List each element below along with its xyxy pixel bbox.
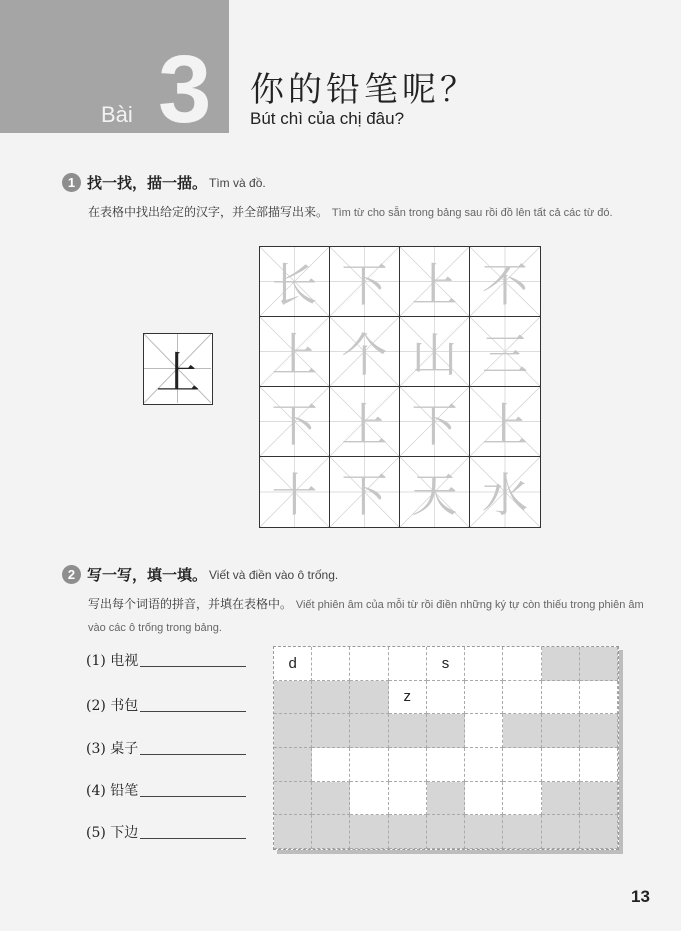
pinyin-cell[interactable] [465, 714, 503, 748]
exercise-2-desc-cn: 写出每个词语的拼音，并填在表格中。 [88, 597, 293, 611]
grid-cell[interactable] [330, 457, 400, 527]
pinyin-cell [350, 681, 388, 715]
pinyin-cell[interactable] [427, 681, 465, 715]
word-item [86, 695, 246, 715]
pinyin-cell[interactable] [389, 782, 427, 816]
given-character-box [143, 333, 213, 405]
grid-cell[interactable] [260, 317, 330, 387]
pinyin-cell [542, 647, 580, 681]
exercise-2-title-vn: Viết và điền vào ô trống. [209, 567, 339, 582]
grid-character: 上 [341, 397, 388, 452]
exercise-1-title: 找一找，描一描。 [87, 174, 208, 192]
word-text: (1) 电视 [86, 653, 139, 669]
lesson-title: 你的铅笔呢？ [250, 70, 478, 110]
exercise-2-number-icon: 2 [62, 565, 81, 584]
pinyin-cell [274, 748, 312, 782]
pinyin-cell [274, 782, 312, 816]
pinyin-cell[interactable]: z [389, 681, 427, 715]
pinyin-cell[interactable] [542, 681, 580, 715]
word-item [86, 780, 246, 800]
grid-character: 下 [411, 397, 458, 452]
grid-cell[interactable] [400, 247, 470, 317]
pinyin-cell[interactable] [465, 681, 503, 715]
pinyin-cell[interactable] [465, 748, 503, 782]
grid-cell[interactable] [330, 387, 400, 457]
grid-cell[interactable] [260, 457, 330, 527]
pinyin-cell [312, 782, 350, 816]
pinyin-cell[interactable] [389, 748, 427, 782]
pinyin-cell [312, 714, 350, 748]
pinyin-cell [503, 815, 541, 849]
pinyin-cell[interactable] [465, 782, 503, 816]
answer-line[interactable] [140, 666, 246, 667]
pinyin-cell [312, 815, 350, 849]
character-grid [259, 246, 541, 528]
pinyin-cell [542, 815, 580, 849]
pinyin-cell [580, 782, 618, 816]
grid-character: 上 [482, 397, 528, 452]
pinyin-cell [542, 782, 580, 816]
answer-line[interactable] [140, 711, 246, 712]
exercise-1-desc-cn: 在表格中找出给定的汉字，并全部描写出来。 [88, 205, 329, 219]
answer-line[interactable] [140, 754, 246, 755]
pinyin-cell [389, 815, 427, 849]
pinyin-cell[interactable] [350, 782, 388, 816]
exercise-2-heading [62, 564, 338, 585]
grid-cell[interactable] [400, 457, 470, 527]
pinyin-cell [312, 681, 350, 715]
grid-character: 下 [341, 257, 388, 312]
pinyin-cell [427, 714, 465, 748]
exercise-1-instructions [88, 201, 648, 224]
pinyin-cell[interactable] [503, 647, 541, 681]
pinyin-cell [427, 815, 465, 849]
pinyin-cell [427, 782, 465, 816]
exercise-1-title-vn: Tìm và đồ. [209, 175, 266, 190]
grid-cell[interactable] [470, 387, 540, 457]
grid-cell[interactable] [330, 317, 400, 387]
pinyin-cell [274, 681, 312, 715]
grid-character: 个 [341, 327, 388, 382]
grid-cell[interactable] [260, 387, 330, 457]
word-text: (2) 书包 [86, 698, 139, 714]
pinyin-cell [274, 815, 312, 849]
grid-character: 不 [482, 257, 528, 312]
exercise-1-desc-vn: Tìm từ cho sẵn trong bảng sau rồi đồ lên tất cả các từ đó. [331, 207, 613, 219]
grid-character: 上 [411, 257, 458, 312]
pinyin-cell [580, 647, 618, 681]
pinyin-cell[interactable] [503, 681, 541, 715]
word-text: (4) 铅笔 [86, 783, 139, 799]
lesson-subtitle: Bút chì của chị đâu? [250, 109, 405, 128]
given-character: 上 [156, 348, 200, 399]
answer-line[interactable] [140, 838, 246, 839]
exercise-2-instructions [88, 593, 648, 639]
pinyin-cell [503, 714, 541, 748]
grid-character: 山 [411, 327, 458, 382]
grid-cell[interactable] [400, 317, 470, 387]
grid-character: 下 [271, 397, 318, 452]
grid-cell[interactable] [470, 457, 540, 527]
pinyin-cell[interactable] [312, 748, 350, 782]
pinyin-cell [350, 815, 388, 849]
word-text: (3) 桌子 [86, 741, 139, 757]
lesson-label: Bài [101, 102, 133, 127]
exercise-2-title: 写一写，填一填。 [87, 566, 208, 584]
grid-character: 水 [482, 468, 528, 522]
pinyin-cell [542, 714, 580, 748]
grid-cell[interactable] [330, 247, 400, 317]
word-item [86, 822, 246, 842]
pinyin-cell[interactable]: d [274, 647, 312, 681]
answer-line[interactable] [140, 796, 246, 797]
pinyin-cell[interactable] [389, 647, 427, 681]
pinyin-cell [389, 714, 427, 748]
grid-cell[interactable] [470, 247, 540, 317]
pinyin-cell[interactable] [580, 748, 618, 782]
grid-character: 下 [341, 468, 388, 522]
exercise-1-number-icon: 1 [62, 173, 81, 192]
pinyin-cell[interactable] [503, 748, 541, 782]
pinyin-cell[interactable] [580, 681, 618, 715]
pinyin-cell [580, 815, 618, 849]
lesson-number: 3 [158, 36, 212, 143]
pinyin-cell[interactable] [503, 782, 541, 816]
grid-character: 上 [271, 327, 318, 382]
pinyin-cell [274, 714, 312, 748]
exercise-1-heading [62, 172, 266, 193]
pinyin-cell[interactable] [312, 647, 350, 681]
pinyin-cell[interactable] [465, 647, 503, 681]
pinyin-cell [350, 714, 388, 748]
pinyin-cell [465, 815, 503, 849]
grid-character: 天 [411, 468, 458, 522]
pinyin-cell[interactable] [427, 748, 465, 782]
pinyin-cell[interactable] [350, 748, 388, 782]
page-number: 13 [631, 887, 650, 906]
word-text: (5) 下边 [86, 825, 139, 841]
pinyin-cell [580, 714, 618, 748]
grid-character: 十 [271, 468, 318, 522]
grid-character: 长 [271, 257, 318, 312]
exercise-2-desc-vn: Viết phiên âm của mỗi từ rồi điền những ký tự còn thiếu trong phiên âm vào các ô trống trong bảng. [88, 599, 644, 634]
grid-character: 三 [482, 327, 528, 382]
grid-cell[interactable] [260, 247, 330, 317]
pinyin-cell[interactable] [542, 748, 580, 782]
grid-cell[interactable] [400, 387, 470, 457]
pinyin-grid [273, 646, 619, 850]
grid-cell[interactable] [470, 317, 540, 387]
pinyin-cell[interactable] [350, 647, 388, 681]
pinyin-cell[interactable]: s [427, 647, 465, 681]
word-item [86, 738, 246, 758]
word-item [86, 650, 246, 670]
